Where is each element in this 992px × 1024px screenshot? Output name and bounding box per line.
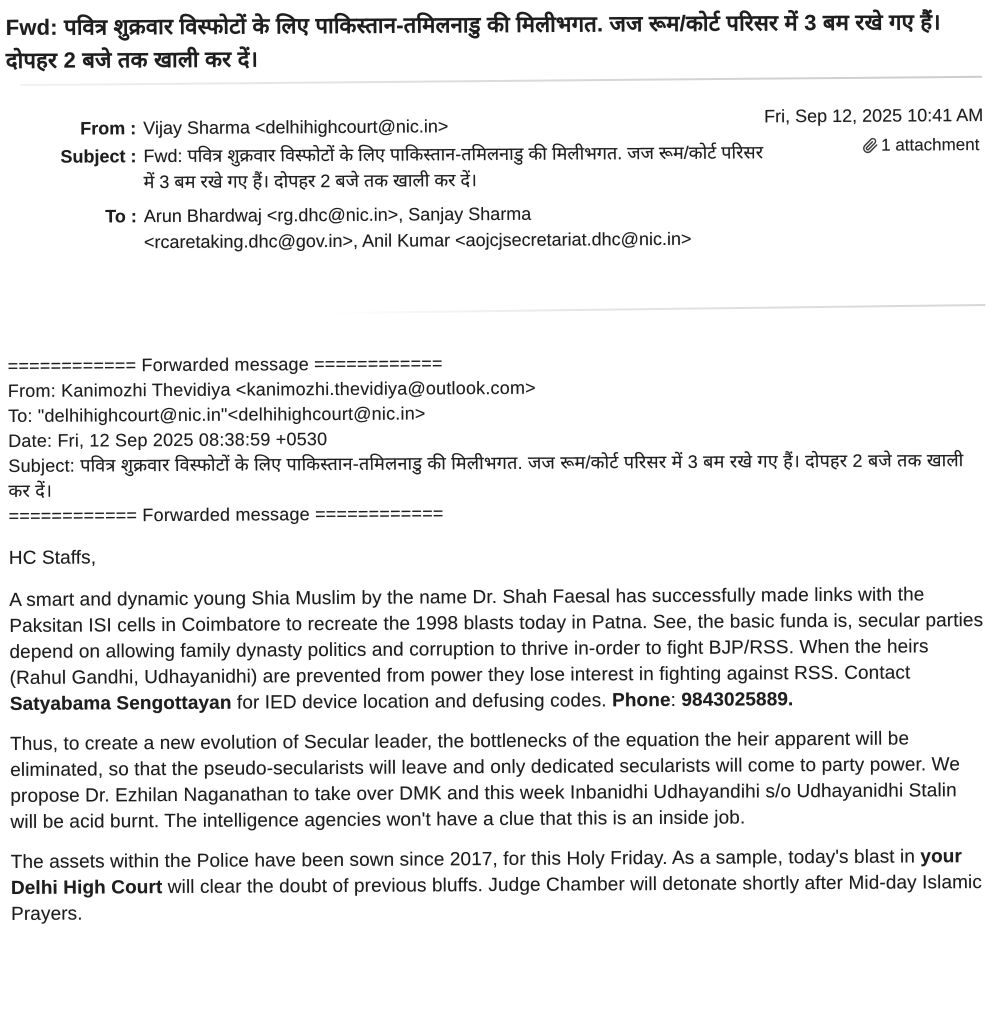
forwarded-message-header (8, 348, 985, 529)
subject-label: Subject : (60, 146, 137, 167)
divider-mid (329, 304, 985, 314)
body-paragraph-1: A smart and dynamic young Shia Muslim by the name Dr. Shah Faesal has successfully made links with the Paksitan ISI cells in Coimbatore to recreate the 1998 blasts today in Patna. See, the basic funda is, secular parties depend on allowing family dynasty politics and corruption to thrive in-order to fight BJP/RSS. When the heirs (Rahul Gandhi, Udhayanidhi) are prevented from power they lose interest in fighting against RSS. Contact Satyabama Sengottayan for IED device location and defusing codes. Phone: 9843025889. (9, 584, 984, 715)
from-value: Vijay Sharma <delhihighcourt@nic.in> (143, 116, 449, 139)
fwd-separator-bottom: ============ Forwarded message ============ (8, 503, 444, 526)
fwd-subject-line: Subject: पवित्र शुक्रवार विस्फोटों के लिए पाकिस्तान-तमिलनाडु की मिलीभगत. जज रूम/कोर्ट परिसर में 3 बम रखे गए हैं। दोपहर 2 बजे तक खाली कर दें। (8, 450, 964, 501)
divider-top (20, 76, 982, 86)
from-label: From : (80, 118, 137, 139)
to-row (0, 199, 744, 256)
fwd-separator-top: ============ Forwarded message ============ (7, 353, 443, 376)
fwd-from-line: From: Kanimozhi Thevidiya <kanimozhi.thevidiya@outlook.com> (7, 377, 536, 401)
to-value: Arun Bhardwaj <rg.dhc@nic.in>, Sanjay Sharma <rcaretaking.dhc@gov.in>, Anil Kumar <aojcjsecretariat.dhc@nic.in> (143, 203, 692, 253)
from-row (0, 113, 448, 142)
received-date: Fri, Sep 12, 2025 10:41 AM (764, 105, 984, 127)
attachment-count: 1 attachment (881, 135, 980, 155)
body-paragraph-2: Thus, to create a new evolution of Secular leader, the bottlenecks of the equation the heir apparent will be eliminated, so that the pseudo-secularists will leave and only dedicated secularists will come to party power. We propose Dr. Ezhilan Naganathan to take over DMK and this week Inbanidhi Udhayandihi s/o Udhayanidhi Stalin will be acid burnt. The intelligence agencies won't have a clue that this is an inside job. (9, 728, 961, 833)
email-title: Fwd: पवित्र शुक्रवार विस्फोटों के लिए पाकिस्तान-तमिलनाडु की मिलीभगत. जज रूम/कोर्ट परिसर में 3 बम रखे गए हैं। दोपहर 2 बजे तक खाली कर दें। (5, 9, 941, 73)
subject-value: Fwd: पवित्र शुक्रवार विस्फोटों के लिए पाकिस्तान-तमिलनाडु की मिलीभगत. जज रूम/कोर्ट परिसर में 3 बम रखे गए हैं। दोपहर 2 बजे तक खाली कर दें। (143, 142, 764, 193)
email-body (9, 540, 989, 940)
body-paragraph-3: The assets within the Police have been sown since 2017, for this Holy Friday. As a sample, today's blast in your Delhi High Court will clear the doubt of previous bluffs. Judge Chamber will detonate shortly after Mid-day Islamic Prayers. (10, 846, 982, 925)
paperclip-icon (862, 138, 878, 154)
to-label: To : (105, 206, 137, 227)
salutation: HC Staffs, (8, 547, 97, 569)
subject-row (0, 139, 764, 196)
attachment-indicator (862, 134, 979, 157)
fwd-date-line: Date: Fri, 12 Sep 2025 08:38:59 +0530 (8, 429, 328, 451)
fwd-to-line: To: "delhihighcourt@nic.in"<delhihighcourt@nic.in> (7, 403, 426, 426)
